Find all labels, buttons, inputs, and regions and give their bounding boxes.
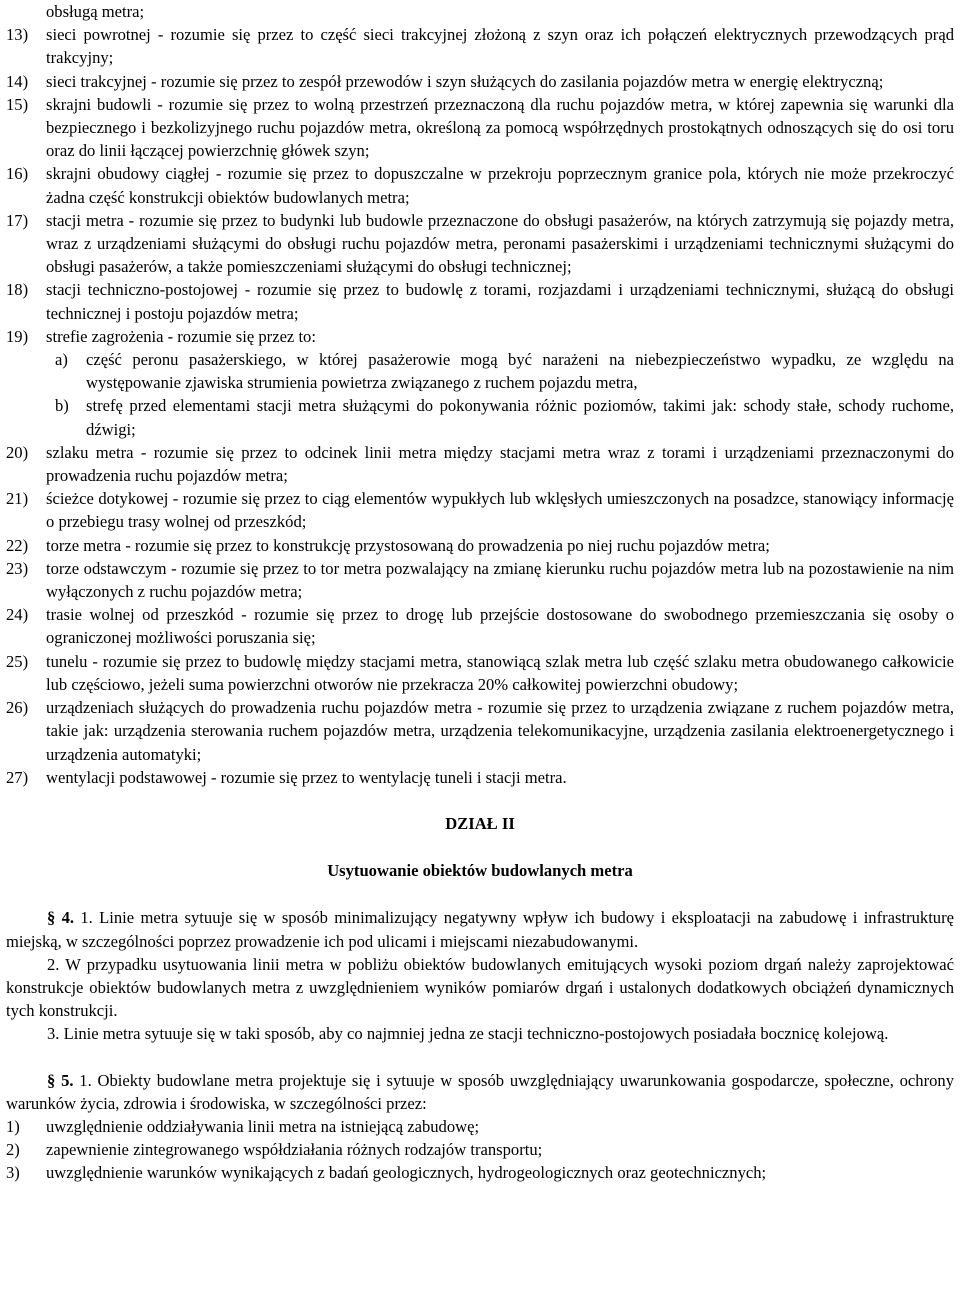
article-5 [6,1069,954,1185]
item-number: 2) [6,1140,20,1160]
item-text: zapewnienie zintegrowanego współdziałania różnych rodzajów transportu; [46,1140,543,1160]
item-number: 20) [6,442,29,462]
item-text: torze metra - rozumie się przez to konstrukcję przystosowaną do prowadzenia po niej ruchu pojazdów metra; [46,535,770,555]
item-text: szlaku metra - rozumie się przez to odcinek linii metra między stacjami metra wraz z torami i urządzeniami przeznaczonymi do prowadzenia ruchu pojazdów metra; [46,442,954,486]
item-text: uwzględnienie oddziaływania linii metra na istniejącą zabudowę; [46,1116,480,1136]
definition-item [6,603,954,649]
item-number: 24) [6,605,29,625]
item-number: 25) [6,651,29,671]
item-text: strefie zagrożenia - rozumie się przez to: [46,326,316,346]
paragraph-text: Obiekty budowlane metra projektuje się i sytuuje w sposób uwzględniający uwarunkowania gospodarcze, społeczne, ochrony warunków życia, zdrowia i środowiska, w szczególności przez: [6,1070,955,1113]
sub-item-text: część peronu pasażerskiego, w której pasażerowie mogą być narażeni na niebezpieczeństwo wypadku, ze względu na występowanie zjawiska strumienia powietrza związanego z ruchem pojazdu metra, [86,350,954,393]
item-number: 22) [6,535,29,555]
item-text: torze odstawczym - rozumie się przez to tor metra pozwalający na zmianę kierunku ruchu pojazdów metra lub na pozostawienie na nim wyłączonych z ruchu pojazdów metra; [46,558,954,602]
paragraph-number: 2. [47,954,60,974]
sub-item-text: strefę przed elementami stacji metra służącymi do pokonywania różnic poziomów, takimi jak: schody stałe, schody ruchome, dźwigi; [86,396,954,439]
sub-item [46,348,954,394]
definition-item [6,696,954,766]
article-paragraph [6,1022,954,1045]
article-paragraph [6,906,954,952]
paragraph-number: 1. [79,1070,92,1090]
item-text: trasie wolnej od przeszkód - rozumie się przez to drogę lub przejście dostosowane do swobodnego przemieszczania się osoby o ograniczonej możliwości poruszania się; [46,605,954,648]
paragraph-text: Linie metra sytuuje się w sposób minimalizujący negatywny wpływ ich budowy i eksploatacji na zabudowę i infrastrukturę miejską, w szczególności poprzez prowadzenie ich pod ulicami i miejscami niezabudowanymi. [6,908,954,951]
item-text: stacji metra - rozumie się przez to budynki lub budowle przeznaczone do obsługi pasażerów, na których zatrzymują się pojazdy metra, wraz z urządzeniami służącymi do obsługi ruchu pojazdów metra, peronami pasażerskimi i urządzeniami technicznymi służącymi do obsługi pasażerów, a także pomieszczeniami służącymi do obsługi technicznej; [46,210,954,277]
section-heading: DZIAŁ II [445,813,515,833]
item-number: 1) [6,1116,20,1136]
item-text: stacji techniczno-postojowej - rozumie się przez to budowlę z torami, rozjazdami i urządzeniami technicznymi, służącą do obsługi technicznej i postoju pojazdów metra; [46,280,954,323]
item-number: 14) [6,71,29,91]
definition-item [6,557,954,603]
item-text: wentylacji podstawowej - rozumie się przez to wentylację tuneli i stacji metra. [46,767,567,787]
section-subheading: Usytuowanie obiektów budowlanych metra [327,861,633,881]
sub-item [46,394,954,440]
spacer [6,1046,954,1069]
item-number: 19) [6,326,29,346]
definition-item [6,534,954,557]
item-text: tunelu - rozumie się przez to budowlę między stacjami metra, stanowiącą szlak metra lub część szlaku metra obudowanego całkowicie lub częściowo, jeżeli suma powierzchni otworów nie przekracza 20% całkowitej powierzchni obudowy; [46,651,954,694]
paragraph-number: 3. [47,1024,60,1044]
item-text: skrajni budowli - rozumie się przez to wolną przestrzeń przeznaczoną dla ruchu pojazdów metra, w której zapewnia się warunki dla bezpiecznego i bezkolizyjnego ruchu pojazdów metra, określoną za pomocą współrzędnych prostokątnych odnoszących się do osi toru oraz do linii łączącej powierzchnię główek szyn; [46,94,954,161]
item-number: 26) [6,698,29,718]
item-number: 23) [6,558,29,578]
sub-item-letter: a) [55,350,68,370]
article-mark: § 5. [47,1070,74,1090]
definition-item [6,325,954,348]
item-number: 16) [6,164,29,184]
item-text: skrajni obudowy ciągłej - rozumie się przez to dopuszczalne w przekroju poprzecznym granice pola, których nie może przekroczyć żadna część konstrukcji obiektów budowlanych metra; [46,164,954,207]
item-text: sieci trakcyjnej - rozumie się przez to zespół przewodów i szyn służących do zasilania pojazdów metra w energię elektryczną; [46,71,884,91]
item-number: 17) [6,210,29,230]
continuation-text: obsługą metra; [46,2,145,21]
article-paragraph [6,953,954,1023]
definition-item [6,278,954,324]
definition-item [6,23,954,69]
article-paragraph [6,1069,954,1115]
definition-item [6,650,954,696]
list-item [6,1115,954,1138]
definition-item [6,93,954,163]
definition-item [6,766,954,789]
item-number: 27) [6,767,29,787]
item-number: 3) [6,1163,20,1183]
definition-item [6,162,954,208]
sub-item-letter: b) [55,396,69,416]
definition-item [6,209,954,279]
list-item [6,1138,954,1161]
paragraph-text: Linie metra sytuuje się w taki sposób, aby co najmniej jedna ze stacji techniczno-postojowych posiadała bocznicę kolejową. [63,1024,889,1044]
paragraph-text: W przypadku usytuowania linii metra w pobliżu obiektów budowlanych emitujących wysoki poziom drgań należy zaprojektować konstrukcje obiektów budowlanych metra z uwzględnieniem wyników pomiarów drgań i ustalonych dodatkowych obciążeń dynamicznych tych konstrukcji. [6,954,954,1021]
item-text: uwzględnienie warunków wynikających z badań geologicznych, hydrogeologicznych oraz geotechnicznych; [46,1163,767,1183]
paragraph-number: 1. [80,908,93,928]
item-text: urządzeniach służących do prowadzenia ruchu pojazdów metra - rozumie się przez to urządzenia związane z ruchem pojazdów metra, takie jak: urządzenia sterowania ruchem pojazdów metra, urządzenia telekomunikacyjne, urządzenia zasilania elektroenergetycznego i urządzenia automatyki; [46,698,954,764]
list-item [6,1161,954,1184]
item-number: 15) [6,94,29,114]
item-number: 13) [6,25,29,45]
definition-item [6,70,954,93]
definition-list [6,23,954,789]
article-4 [6,906,954,1045]
definition-item [6,487,954,533]
item-number: 18) [6,280,29,300]
item-text: ścieżce dotykowej - rozumie się przez to ciąg elementów wypukłych lub wklęsłych umieszczonych na posadzce, stanowiący informację o przebiegu trasy wolnej od przeszkód; [46,489,954,532]
item-text: sieci powrotnej - rozumie się przez to część sieci trakcyjnej złożoną z szyn oraz ich połączeń elektrycznych przewodzących prąd trakcyjny; [46,25,954,68]
definition-item [6,441,954,487]
article-mark: § 4. [47,908,75,928]
item-number: 21) [6,489,29,509]
